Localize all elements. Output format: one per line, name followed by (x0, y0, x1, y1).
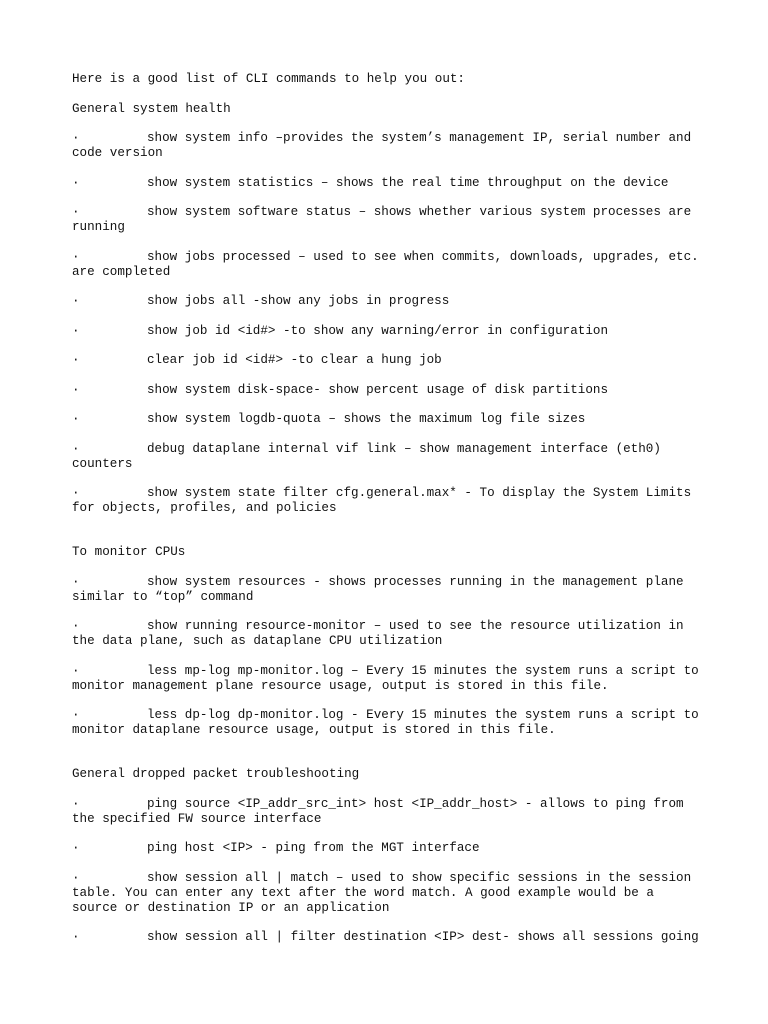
list-item-text: less mp-log mp-monitor.log – Every 15 minutes the system runs a script to monitor management plane resource usage, output is stored in this file. (72, 663, 699, 693)
bullet-glyph: · (72, 323, 80, 338)
section-heading: General system health (72, 101, 231, 116)
document-page (72, 72, 702, 960)
section-monitor-cpus (72, 545, 702, 738)
list-item (72, 205, 702, 235)
bullet-glyph: · (72, 131, 80, 145)
list-item-text: less dp-log dp-monitor.log - Every 15 minutes the system runs a script to monitor dataplane resource usage, output is stored in this file. (72, 708, 699, 737)
bullet-glyph: · (72, 663, 80, 678)
bullet-glyph: · (72, 930, 80, 944)
list-item-text: show session all | match – used to show specific sessions in the session table. You can enter any text after the word match. A good example would be a source or destination IP or an application (72, 870, 692, 915)
bullet-glyph: · (72, 353, 80, 367)
list-item-text: ping host <IP> - ping from the MGT interface (147, 841, 480, 855)
list-item (72, 442, 702, 472)
intro-text: Here is a good list of CLI commands to help you out: (72, 72, 465, 86)
section-dropped-packet-troubleshooting (72, 767, 702, 945)
list-item-text: show system resources - shows processes running in the management plane similar to “top” command (72, 574, 684, 604)
list-item-text: show system state filter cfg.general.max* - To display the System Limits for objects, profiles, and policies (72, 486, 692, 515)
list-item-text: debug dataplane internal vif link – show management interface (eth0) counters (72, 441, 661, 471)
list-item-text: show session all | filter destination <IP> dest- shows all sessions going (147, 930, 699, 944)
bullet-glyph: · (72, 205, 80, 219)
bullet-glyph: · (72, 796, 80, 811)
bullet-glyph: · (72, 412, 80, 426)
list-item (72, 383, 702, 398)
list-item (72, 131, 702, 161)
bullet-glyph: · (72, 574, 80, 589)
list-item-text: show system statistics – shows the real time throughput on the device (147, 175, 669, 190)
list-item-text: show system disk-space- show percent usage of disk partitions (147, 382, 609, 397)
list-item-text: show system logdb-quota – shows the maximum log file sizes (147, 412, 586, 426)
list-item (72, 294, 702, 309)
list-item (72, 708, 702, 738)
bullet-glyph: · (72, 249, 80, 264)
list-item-text: show jobs all -show any jobs in progress (147, 294, 450, 308)
list-item (72, 486, 702, 516)
list-item (72, 176, 702, 191)
section-heading: General dropped packet troubleshooting (72, 767, 360, 781)
bullet-glyph: · (72, 441, 80, 456)
bullet-glyph: · (72, 382, 80, 397)
list-item (72, 841, 702, 856)
list-item-text: show jobs processed – used to see when commits, downloads, upgrades, etc. are completed (72, 249, 699, 279)
list-item (72, 250, 702, 280)
list-item (72, 575, 702, 605)
list-item (72, 324, 702, 339)
list-item-text: show system info –provides the system’s management IP, serial number and code version (72, 131, 692, 160)
bullet-glyph: · (72, 708, 80, 722)
bullet-glyph: · (72, 841, 80, 855)
list-item (72, 412, 702, 427)
bullet-glyph: · (72, 175, 80, 190)
list-item-text: clear job id <id#> -to clear a hung job (147, 353, 442, 367)
list-item-text: show job id <id#> -to show any warning/error in configuration (147, 323, 609, 338)
list-item (72, 797, 702, 827)
list-item (72, 619, 702, 649)
section-heading: To monitor CPUs (72, 545, 186, 559)
list-item (72, 930, 702, 945)
bullet-glyph: · (72, 486, 80, 500)
list-item (72, 664, 702, 694)
bullet-glyph: · (72, 294, 80, 308)
section-general-system-health (72, 102, 702, 517)
list-item-text: ping source <IP_addr_src_int> host <IP_addr_host> - allows to ping from the specified FW source interface (72, 796, 684, 826)
list-item (72, 353, 702, 368)
list-item-text: show system software status – shows whether various system processes are running (72, 205, 692, 234)
list-item-text: show running resource-monitor – used to see the resource utilization in the data plane, such as dataplane CPU utilization (72, 619, 684, 648)
list-item (72, 871, 702, 916)
bullet-glyph: · (72, 870, 80, 885)
bullet-glyph: · (72, 619, 80, 633)
